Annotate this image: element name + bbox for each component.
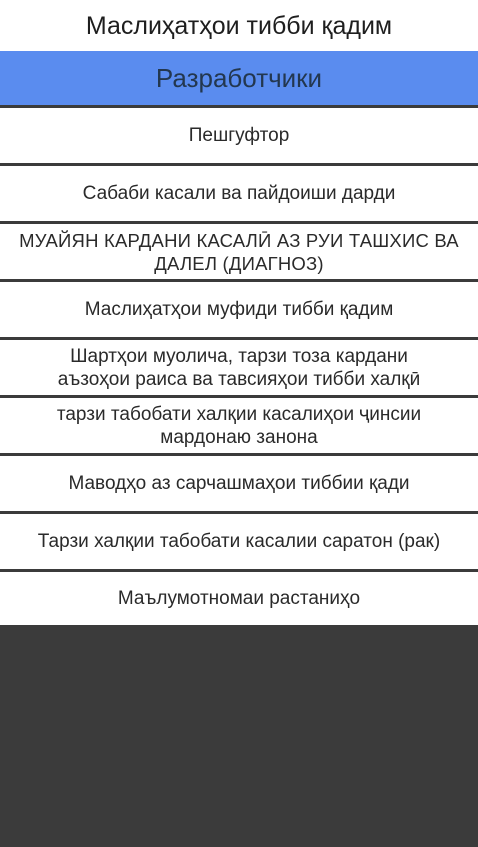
page-title: Маслиҳатҳои тибби қадим — [85, 12, 393, 40]
menu-item-treatment-conditions[interactable] — [0, 337, 478, 395]
menu-item-label: Тарзи халқии табобати касалии саратон (рак) — [37, 531, 441, 552]
menu-item-label: Сабаби касали ва пайдоиши дарди — [82, 183, 396, 204]
menu-list — [0, 105, 478, 625]
menu-item-diagnosis[interactable] — [0, 221, 478, 279]
developers-button[interactable] — [0, 51, 478, 105]
menu-item-label: Пешгуфтор — [188, 125, 290, 146]
menu-item-label: Маводҳо аз сарчашмаҳои тиббии қади — [68, 473, 410, 494]
menu-item-plants-reference[interactable] — [0, 569, 478, 625]
menu-item-useful-advice[interactable] — [0, 279, 478, 337]
menu-item-label: тарзи табобати халқии касалиҳои ҷинсии мардонаю занона — [56, 403, 422, 448]
menu-item-ancient-sources[interactable] — [0, 453, 478, 511]
menu-item-label: Шартҳои муоличa, тарзи тоза кардани аъзоҳои раиса ва тавсияҳои тибби халқӣ — [57, 345, 421, 390]
menu-item-preface[interactable] — [0, 105, 478, 163]
menu-item-sexual-diseases[interactable] — [0, 395, 478, 453]
menu-item-label: МУАЙЯН КАРДАНИ КАСАЛӢ АЗ РУИ ТАШХИС ВА ДАЛЕЛ (ДИАГНОЗ) — [19, 229, 459, 274]
menu-item-label: Маслиҳатҳои муфиди тибби қадим — [84, 299, 394, 320]
developers-button-label: Разработчики — [155, 63, 323, 93]
menu-item-disease-causes[interactable] — [0, 163, 478, 221]
app-header — [0, 0, 478, 51]
menu-item-cancer-treatment[interactable] — [0, 511, 478, 569]
menu-item-label: Маълумотномаи растаниҳо — [117, 588, 361, 609]
